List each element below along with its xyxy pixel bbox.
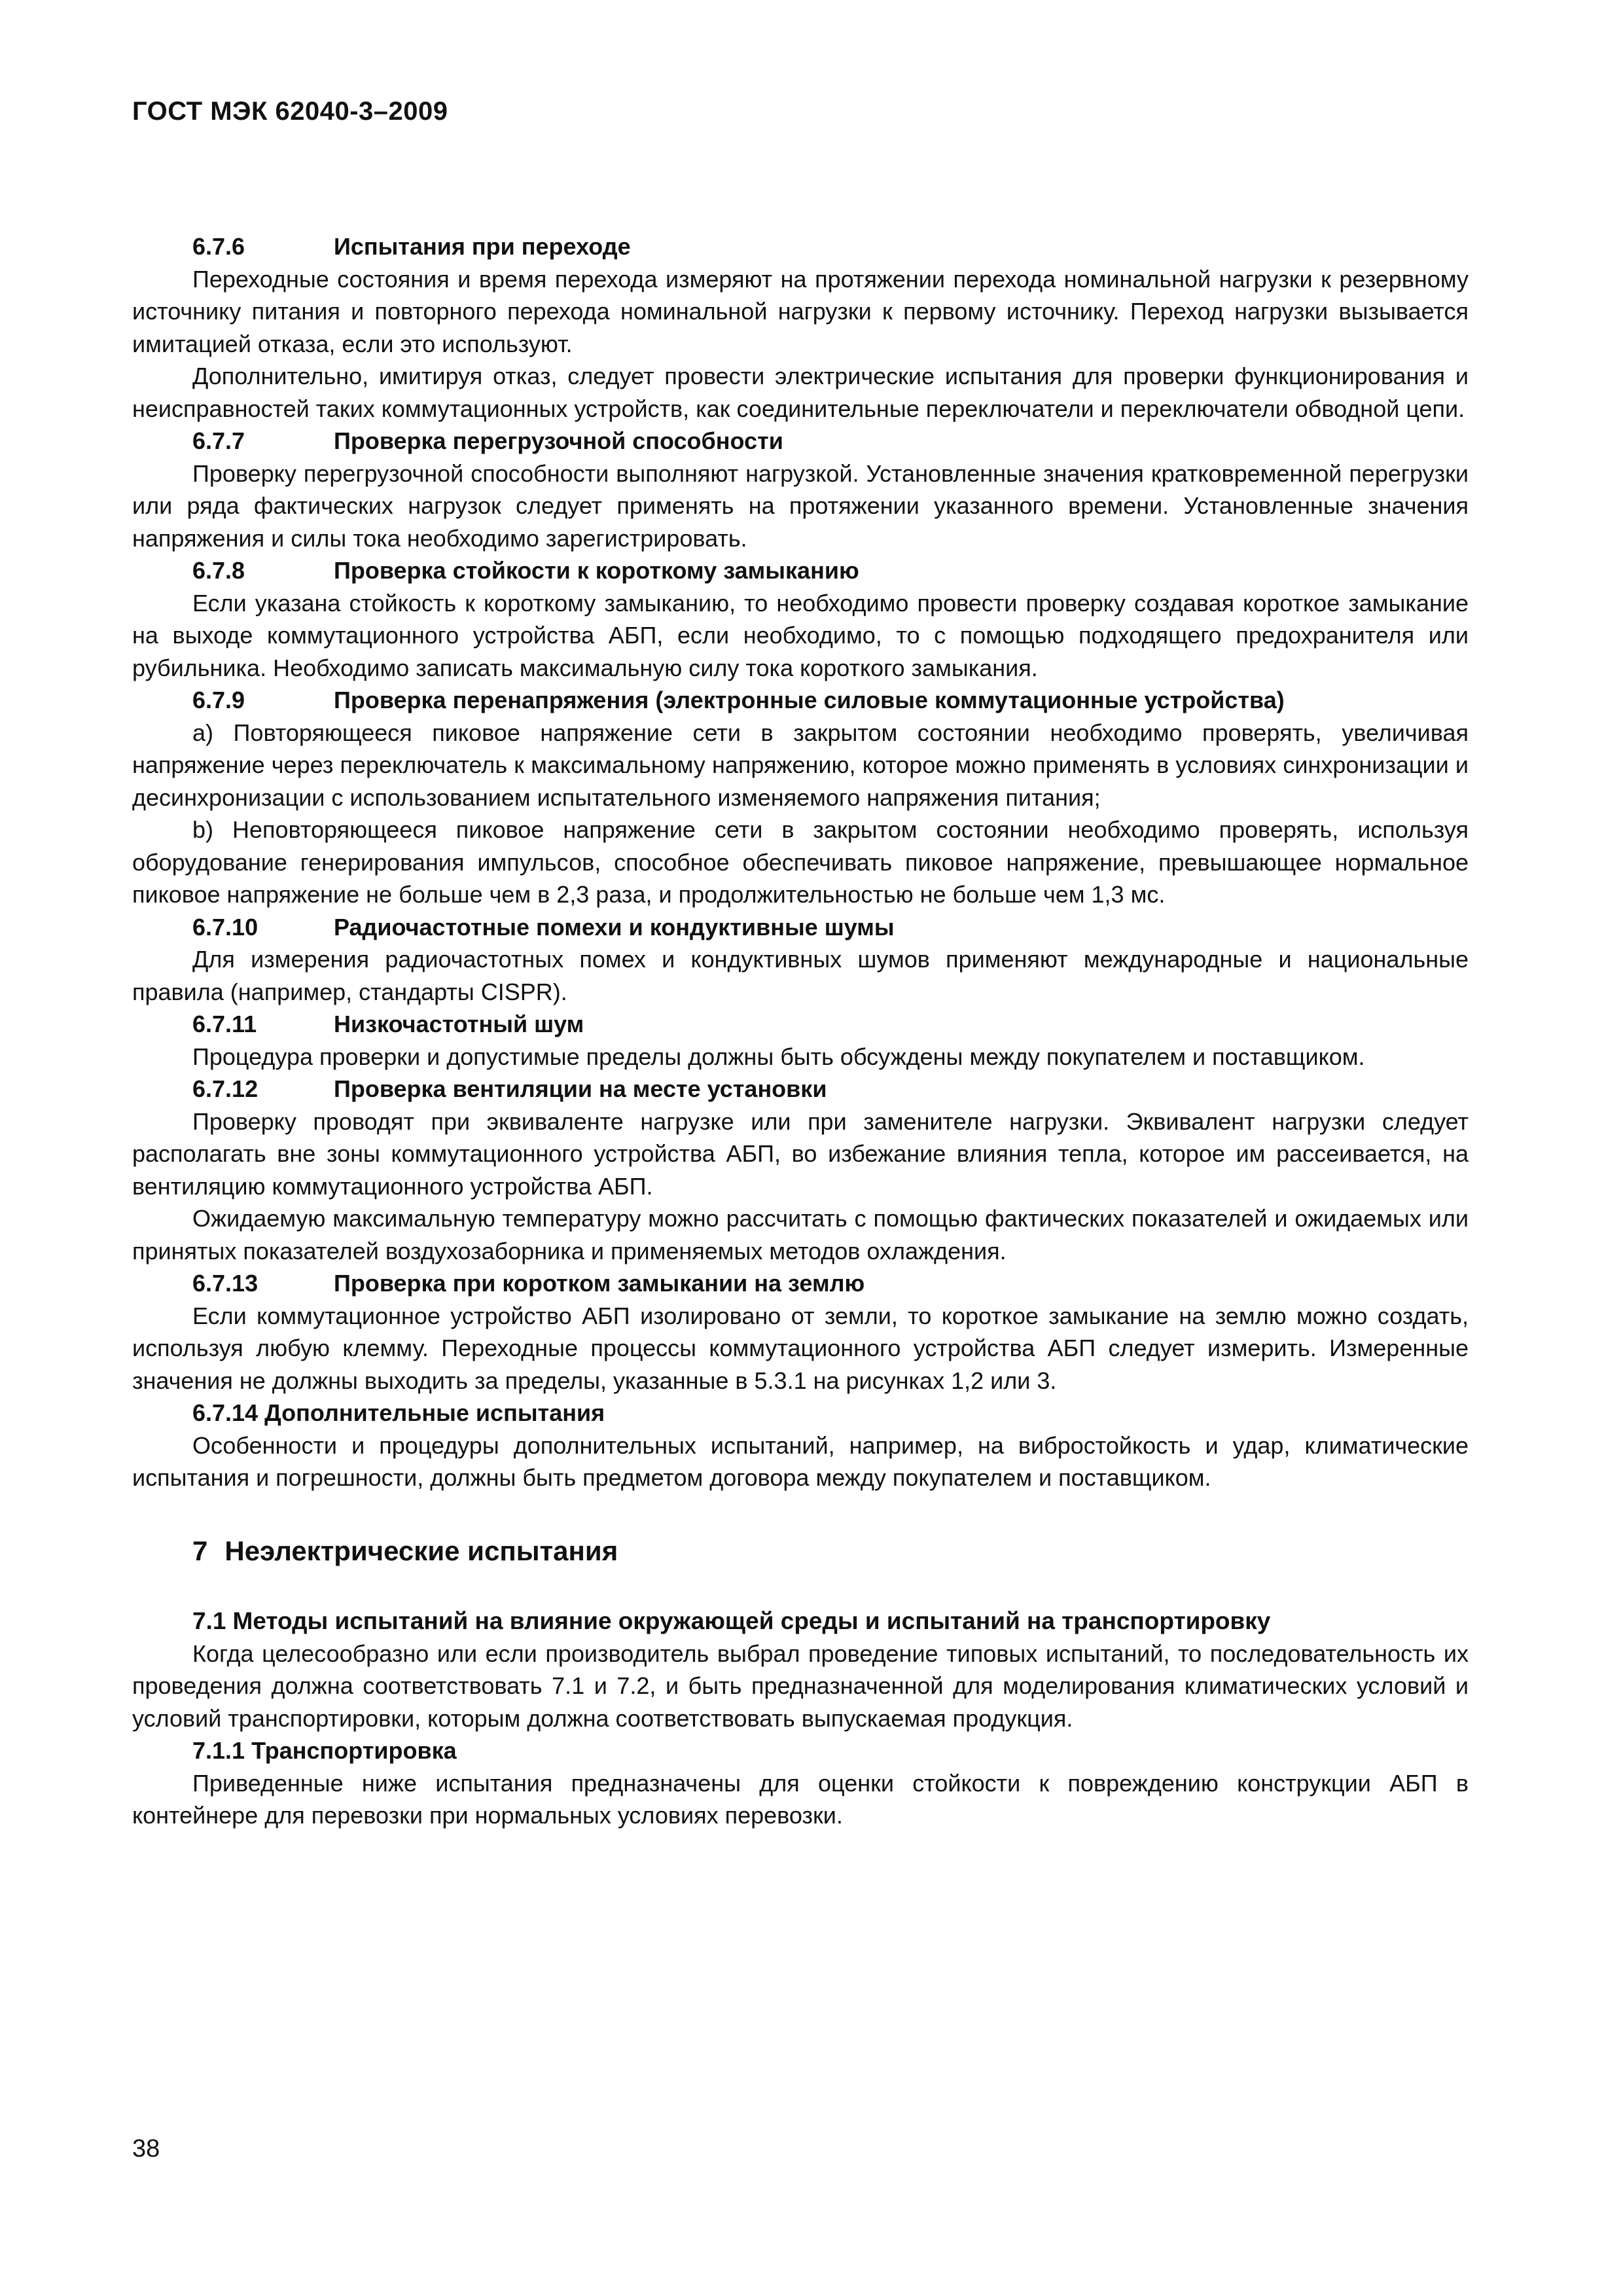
paragraph: Для измерения радиочастотных помех и кондуктивных шумов применяют международные и национальные правила (например, стандарты CISPR).: [132, 946, 1469, 1005]
section-number: 6.7.14: [192, 1399, 259, 1426]
section-6-7-12: [132, 1073, 1469, 1267]
section-6-7-11: [132, 1008, 1469, 1073]
section-heading: [132, 1008, 1469, 1041]
section-6-7-10: [132, 911, 1469, 1009]
section-6-7-14: [132, 1397, 1469, 1494]
section-number: 6.7.7: [192, 427, 245, 454]
paragraph: Если коммутационное устройство АБП изолировано от земли, то короткое замыкание на землю можно создать, используя любую клемму. Переходные процессы коммутационного устройства АБП следует измерить. Измеренные значения не должны выходить за пределы, указанные в 5.3.1 на рисунках 1,2 или 3.: [132, 1302, 1469, 1394]
section-title: Проверка при коротком замыкании на землю: [334, 1270, 865, 1297]
paragraph: Если указана стойкость к короткому замыканию, то необходимо провести проверку создавая короткое замыкание на выходе коммутационного устройства АБП, если необходимо, то с помощью подходящего предохранителя или рубильника. Необходимо записать максимальную силу тока короткого замыкания.: [132, 589, 1469, 681]
section-title: Дополнительные испытания: [264, 1399, 605, 1426]
section-heading: [132, 1397, 1469, 1429]
paragraph: Проверку перегрузочной способности выполняют нагрузкой. Установленные значения кратковременной перегрузки или ряда фактических нагрузок следует применять на протяжении указанного времени. Установленные значения напряжения и силы тока необходимо зарегистрировать.: [132, 459, 1469, 552]
section-heading: [132, 425, 1469, 457]
section-heading: [132, 1267, 1469, 1300]
section-heading: [132, 911, 1469, 944]
section-number: 6.7.11: [192, 1011, 257, 1037]
section-heading: [132, 1605, 1469, 1638]
section-number: 6.7.9: [192, 687, 245, 713]
section-title: Проверка перегрузочной способности: [334, 427, 783, 454]
section-heading: [132, 1073, 1469, 1105]
section-title: Методы испытаний на влияние окружающей среды и испытаний на транспортировку: [232, 1607, 1271, 1634]
paragraph: а) Повторяющееся пиковое напряжение сети в закрытом состоянии необходимо проверять, увеличивая напряжение через переключатель к максимальному напряжению, которое можно применять в условиях синхронизации и десинхронизации с использованием испытательного изменяемого напряжения питания;: [132, 719, 1469, 811]
paragraph: Особенности и процедуры дополнительных испытаний, например, на вибростойкость и удар, климатические испытания и погрешности, должны быть предметом договора между покупателем и поставщиком.: [132, 1431, 1469, 1491]
paragraph: Когда целесообразно или если производитель выбрал проведение типовых испытаний, то последовательность их проведения должна соответствовать 7.1 и 7.2, и быть предназначенной для моделирования климатических условий и условий транспортировки, которым должна соответствовать выпускаемая продукция.: [132, 1640, 1469, 1732]
section-heading: [132, 1734, 1469, 1767]
section-heading: [132, 230, 1469, 263]
paragraph: Процедура проверки и допустимые пределы должны быть обсуждены между покупателем и поставщиком.: [192, 1043, 1365, 1070]
section-heading: [132, 554, 1469, 587]
section-number: 6.7.6: [192, 233, 245, 260]
section-6-7-9: [132, 684, 1469, 911]
paragraph: Проверку проводят при эквиваленте нагрузке или при заменителе нагрузки. Эквивалент нагрузки следует располагать вне зоны коммутационного устройства АБП, во избежание влияния тепла, которое им рассеивается, на вентиляцию коммутационного устройства АБП.: [132, 1107, 1469, 1200]
chapter-number: 7: [192, 1535, 208, 1566]
chapter-heading: [132, 1535, 1469, 1568]
section-number: 7.1.1: [192, 1737, 245, 1764]
document-header: ГОСТ МЭК 62040-3–2009: [132, 97, 448, 126]
paragraph: b) Неповторяющееся пиковое напряжение сети в закрытом состоянии необходимо проверять, используя оборудование генерирования импульсов, способное обеспечивать пиковое напряжение, превышающее нормальное пиковое напряжение не больше чем в 2,3 раза, и продолжительностью не больше чем 1,3 мс.: [132, 816, 1469, 908]
section-7-1-1: [132, 1734, 1469, 1832]
chapter-title: Неэлектрические испытания: [224, 1535, 618, 1566]
section-title: Проверка перенапряжения (электронные силовые коммутационные устройства): [334, 687, 1285, 713]
section-title: Испытания при переходе: [334, 233, 631, 260]
section-title: Радиочастотные помехи и кондуктивные шумы: [334, 913, 895, 941]
page-number: 38: [132, 2135, 160, 2162]
section-number: 7.1: [192, 1607, 226, 1634]
paragraph: Приведенные ниже испытания предназначены для оценки стойкости к повреждению конструкции АБП в контейнере для перевозки при нормальных условиях перевозки.: [132, 1769, 1469, 1829]
section-6-7-8: [132, 554, 1469, 684]
section-6-7-13: [132, 1267, 1469, 1397]
section-number: 6.7.13: [192, 1270, 259, 1297]
paragraph: Переходные состояния и время перехода измеряют на протяжении перехода номинальной нагрузки к резервному источнику питания и повторного перехода номинальной нагрузки к первому источнику. Переход нагрузки вызывается имитацией отказа, если это используют.: [132, 265, 1469, 357]
paragraph: Дополнительно, имитируя отказ, следует провести электрические испытания для проверки функционирования и неисправностей таких коммутационных устройств, как соединительные переключатели и переключатели обводной цепи.: [132, 363, 1469, 422]
section-number: 6.7.8: [192, 557, 245, 584]
section-6-7-7: [132, 425, 1469, 554]
section-title: Проверка стойкости к короткому замыканию: [334, 557, 859, 584]
section-title: Транспортировка: [251, 1737, 457, 1764]
section-number: 6.7.10: [192, 913, 259, 941]
section-title: Низкочастотный шум: [334, 1011, 584, 1037]
section-title: Проверка вентиляции на месте установки: [334, 1075, 827, 1102]
section-number: 6.7.12: [192, 1075, 259, 1102]
paragraph: Ожидаемую максимальную температуру можно рассчитать с помощью фактических показателей и ожидаемых или принятых показателей воздухозаборника и применяемых методов охлаждения.: [132, 1205, 1469, 1265]
section-heading: [132, 684, 1469, 717]
section-7-1: [132, 1605, 1469, 1734]
section-6-7-6: [132, 230, 1469, 425]
page-content: [132, 230, 1469, 1832]
